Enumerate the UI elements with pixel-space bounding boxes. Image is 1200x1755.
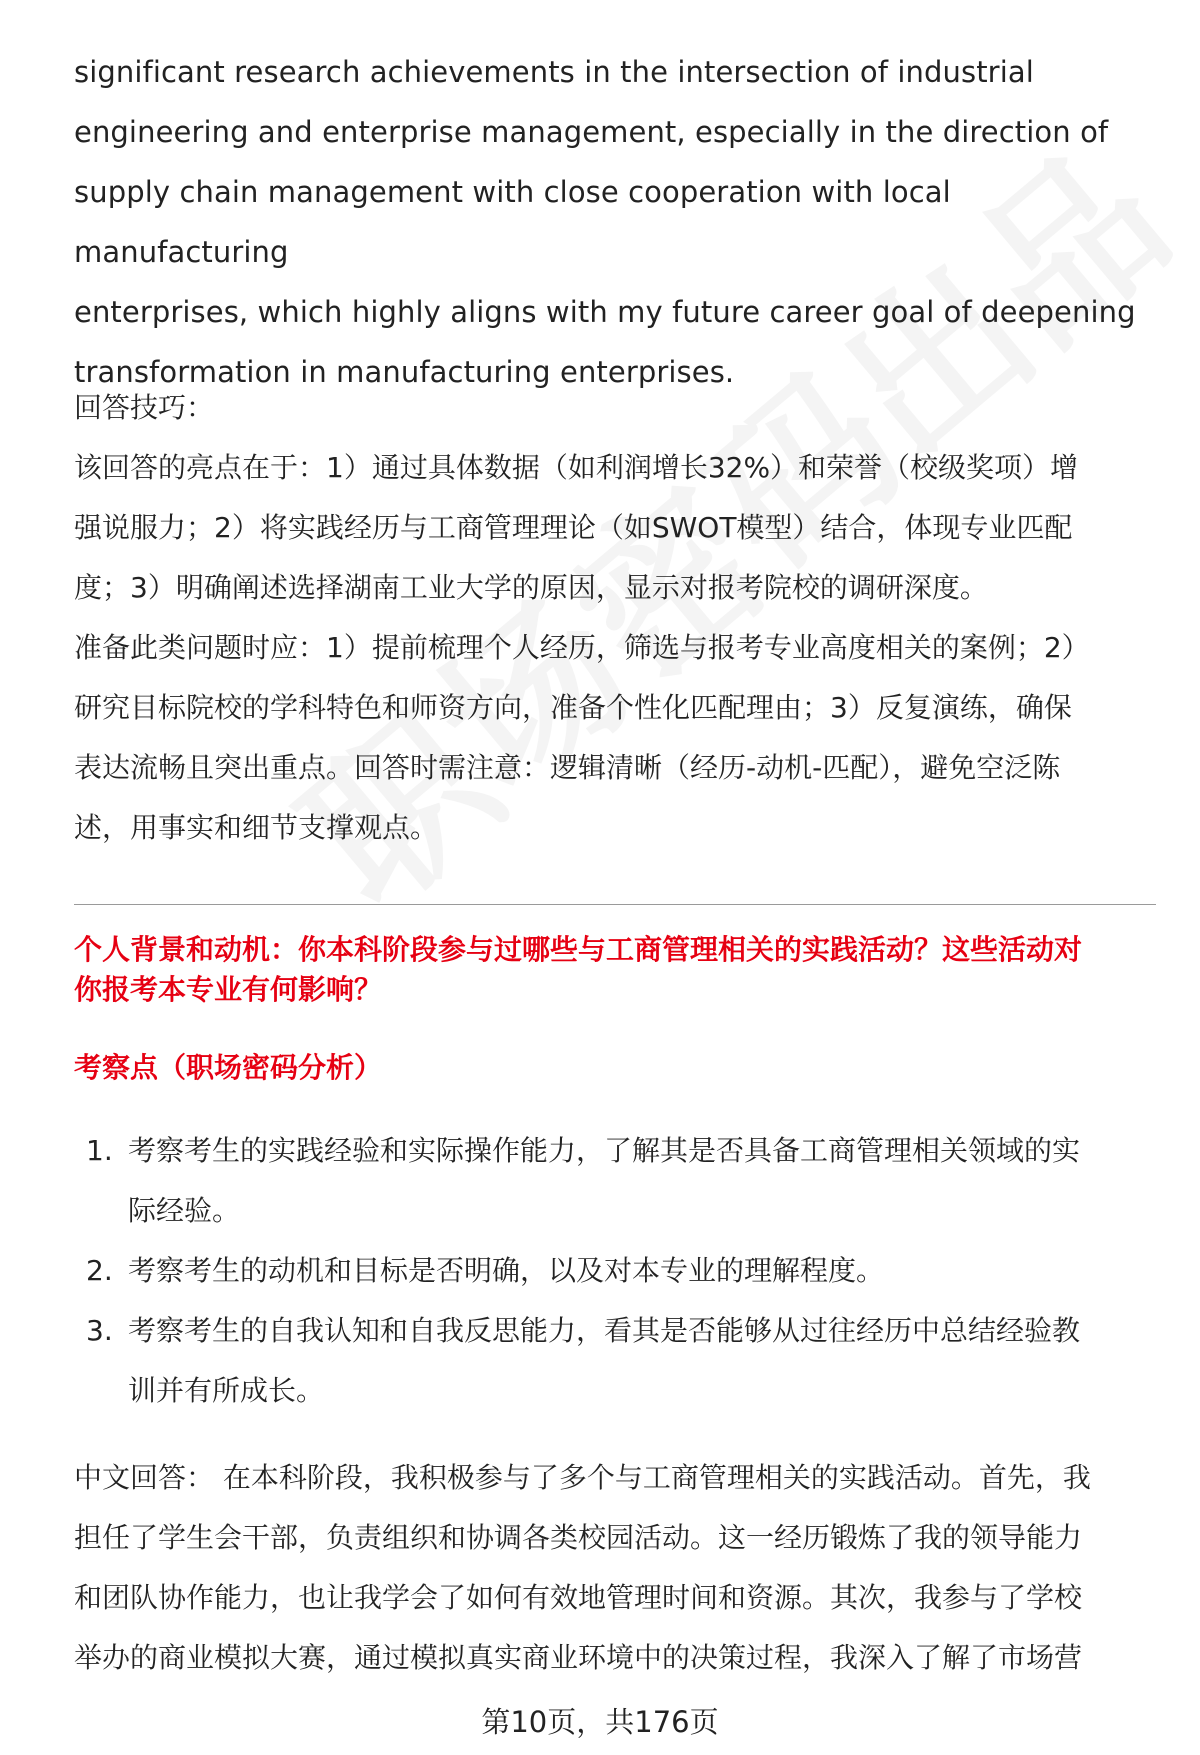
list-item xyxy=(74,1121,1154,1241)
answer-line: 举办的商业模拟大赛，通过模拟真实商业环境中的决策过程，我深入了解了市场营 xyxy=(74,1641,1083,1674)
question-heading xyxy=(74,930,1154,1010)
list-number: 1. xyxy=(86,1134,113,1167)
english-line: enterprises, which highly aligns with my future career goal of deepening xyxy=(74,295,1136,329)
question-line: 你报考本专业有何影响？ xyxy=(74,973,383,1006)
list-item xyxy=(74,1301,1154,1421)
list-item-line: 际经验。 xyxy=(128,1194,241,1227)
answer-line: 中文回答： 在本科阶段，我积极参与了多个与工商管理相关的实践活动。首先，我 xyxy=(74,1461,1091,1494)
answer-line: 和团队协作能力，也让我学会了如何有效地管理时间和资源。其次，我参与了学校 xyxy=(74,1581,1083,1614)
english-line: supply chain management with close cooperation with local manufacturing xyxy=(74,175,951,269)
tips-line: 表达流畅且突出重点。回答时需注意：逻辑清晰（经历-动机-匹配），避免空泛陈 xyxy=(74,751,1061,784)
english-line: significant research achievements in the intersection of industrial xyxy=(74,55,1034,89)
question-line: 个人背景和动机：你本科阶段参与过哪些与工商管理相关的实践活动？这些活动对 xyxy=(74,933,1083,966)
tips-line: 强说服力；2）将实践经历与工商管理理论（如SWOT模型）结合，体现专业匹配 xyxy=(74,511,1073,544)
tips-line: 准备此类问题时应：1）提前梳理个人经历，筛选与报考专业高度相关的案例；2） xyxy=(74,631,1090,664)
english-line: engineering and enterprise management, especially in the direction of xyxy=(74,115,1109,149)
analysis-list xyxy=(74,1121,1154,1421)
english-answer-paragraph xyxy=(74,42,1154,402)
tips-line: 该回答的亮点在于：1）通过具体数据（如利润增长32%）和荣誉（校级奖项）增 xyxy=(74,451,1079,484)
list-number: 2. xyxy=(86,1254,113,1287)
list-item-line: 考察考生的实践经验和实际操作能力，了解其是否具备工商管理相关领域的实 xyxy=(128,1134,1081,1167)
answer-tips-section xyxy=(74,378,1154,858)
analysis-heading: 考察点（职场密码分析） xyxy=(74,1051,383,1084)
tips-line: 度；3）明确阐述选择湖南工业大学的原因，显示对报考院校的调研深度。 xyxy=(74,571,988,604)
tips-heading: 回答技巧： xyxy=(74,391,215,424)
list-item-line: 考察考生的动机和目标是否明确，以及对本专业的理解程度。 xyxy=(128,1254,885,1287)
list-item-line: 考察考生的自我认知和自我反思能力，看其是否能够从过往经历中总结经验教 xyxy=(128,1314,1081,1347)
section-divider xyxy=(74,904,1156,905)
list-number: 3. xyxy=(86,1314,113,1347)
page-number: 第10页，共176页 xyxy=(481,1705,719,1739)
chinese-answer-paragraph xyxy=(74,1448,1154,1688)
answer-line: 担任了学生会干部，负责组织和协调各类校园活动。这一经历锻炼了我的领导能力 xyxy=(74,1521,1083,1554)
english-line: transformation in manufacturing enterprises. xyxy=(74,355,735,389)
list-item xyxy=(74,1241,1154,1301)
tips-line: 述，用事实和细节支撑观点。 xyxy=(74,811,439,844)
tips-line: 研究目标院校的学科特色和师资方向，准备个性化匹配理由；3）反复演练，确保 xyxy=(74,691,1072,724)
list-item-line: 训并有所成长。 xyxy=(128,1374,325,1407)
